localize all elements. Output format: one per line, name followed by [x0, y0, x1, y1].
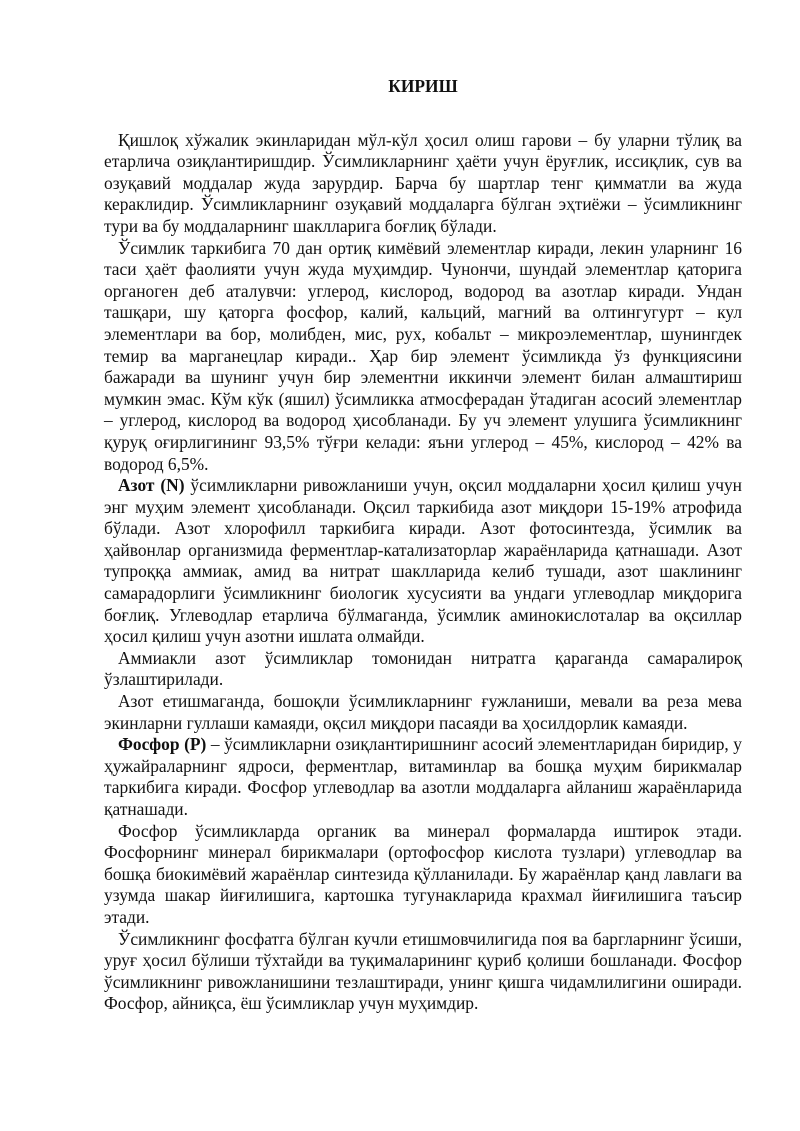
paragraph-lead: Азот (N): [118, 475, 185, 496]
paragraph-text: Аммиакли азот ўсимликлар томонидан нитратга қараганда самаралироқ ўзлаштирилади.: [104, 647, 742, 690]
document-body: [104, 130, 742, 1015]
paragraph-text: – ўсимликларни озиқлантиришнинг асосий элементларидан биридир, у ҳужайраларнинг ядроси, ферментлар, витаминлар ва бошқа муҳим бирикмалар таркибига киради. Фосфор углеводлар ва азотли моддаларга айланиш жараёнларида қатнашади.: [104, 734, 742, 819]
paragraph-phosphorus: [104, 734, 742, 820]
paragraph-text: Фосфор ўсимликларда органик ва минерал формаларда иштирок этади. Фосфорнинг минерал бирикмалари (ортофосфор кислота тузлари) углеводлар ва бошқа биокимёвий жараёнлар синтезида қўлланилади. Бу жараёнлар қанд лавлаги ва узумда шакар йиғилишига, картошка тугунакларида крахмал йиғилишига таъсир этади.: [104, 820, 742, 927]
document-page: [104, 76, 742, 1015]
paragraph-text: Азот етишмаганда, бошоқли ўсимликларнинг ғужланиши, мевали ва реза мева экинларни гуллаши камаяди, оқсил миқдори пасаяди ва ҳосилдорлик камаяди.: [104, 691, 742, 733]
paragraph-text: Ўсимликнинг фосфатга бўлган кучли етишмовчилигида поя ва баргларнинг ўсиши, уруғ ҳосил бўлиши тўхтайди ва туқималарининг қуриб қолиши бошланади. Фосфор ўсимликнинг ривожланишини тезлаштиради, унинг қишга чидамлилигини оширади. Фосфор, айниқса, ёш ўсимликлар учун муҳимдир.: [104, 928, 742, 1014]
page-title: КИРИШ: [388, 76, 458, 96]
paragraph-text: Ўсимлик таркибига 70 дан ортиқ кимёвий элементлар киради, лекин уларнинг 16 таси ҳаёт фаолияти учун жуда муҳимдир. Чунончи, шундай элементлар қаторига органоген деб аталувчи: углерод, кислород, водород ва азотлар киради. Ундан ташқари, шу қаторга фосфор, калий, кальций, магний ва олтингугурт – кул элементлари ва бор, молибден, мис, рух, кобальт – микроэлементлар, шунингдек темир ва марганецлар киради.. Ҳар бир элемент ўсимликда ўз функциясини бажаради ва шунинг учун бир элементни иккинчи элемент билан алмаштириш мумкин эмас. Кўм кўк (яшил) ўсимликка атмосферадан ўтадиган асосий элементлар – углерод, кислород ва водород ҳисобланади. Бу уч элемент улушига ўсимликнинг қуруқ оғирлигининг 93,5% тўғри келади: яъни углерод – 45%, кислород – 42% ва водород 6,5%.: [104, 237, 742, 474]
paragraph-lead: Фосфор (Р): [118, 734, 207, 755]
paragraph-nitrogen: [104, 475, 742, 648]
paragraph-text: ўсимликларни ривожланиши учун, оқсил моддаларни ҳосил қилиш учун энг муҳим элемент ҳисобланади. Оқсил таркибида азот миқдори 15-19% атрофида бўлади. Азот хлорофилл таркибига киради. Азот фотосинтезда, ўсимлик ва ҳайвонлар организмида ферментлар-катализаторлар жараёнларида қатнашади. Азот тупроққа аммиак, амид ва нитрат шаклларида келиб тушади, азот шаклининг самарадорлиги ўсимликнинг биологик хусусияти ва ундаги углеводлар миқдорига боғлиқ. Углеводлар етарлича бўлмаганда, ўсимлик аминокислоталар ва оқсиллар ҳосил қилиш учун азотни ишлата олмайди.: [104, 475, 742, 647]
paragraph-ammonia: [104, 648, 742, 691]
paragraph-nitrogen-deficiency: [104, 691, 742, 734]
paragraph-phosphorus-deficiency: [104, 929, 742, 1015]
paragraph-elements: [104, 238, 742, 476]
paragraph-phosphorus-forms: [104, 821, 742, 929]
paragraph-text: Қишлоқ хўжалик экинларидан мўл-кўл ҳосил олиш гарови – бу уларни тўлиқ ва етарлича озиқлантиришдир. Ўсимликларнинг ҳаёти учун ёруғлик, иссиқлик, сув ва озуқавий моддалар жуда зарурдир. Барча бу шартлар тенг қимматли ва жуда кераклидир. Ўсимликларнинг озуқавий моддаларга бўлган эҳтиёжи – ўсимликнинг тури ва бу моддаларнинг шаклларига боғлиқ бўлади.: [104, 129, 742, 236]
paragraph-intro: [104, 130, 742, 238]
